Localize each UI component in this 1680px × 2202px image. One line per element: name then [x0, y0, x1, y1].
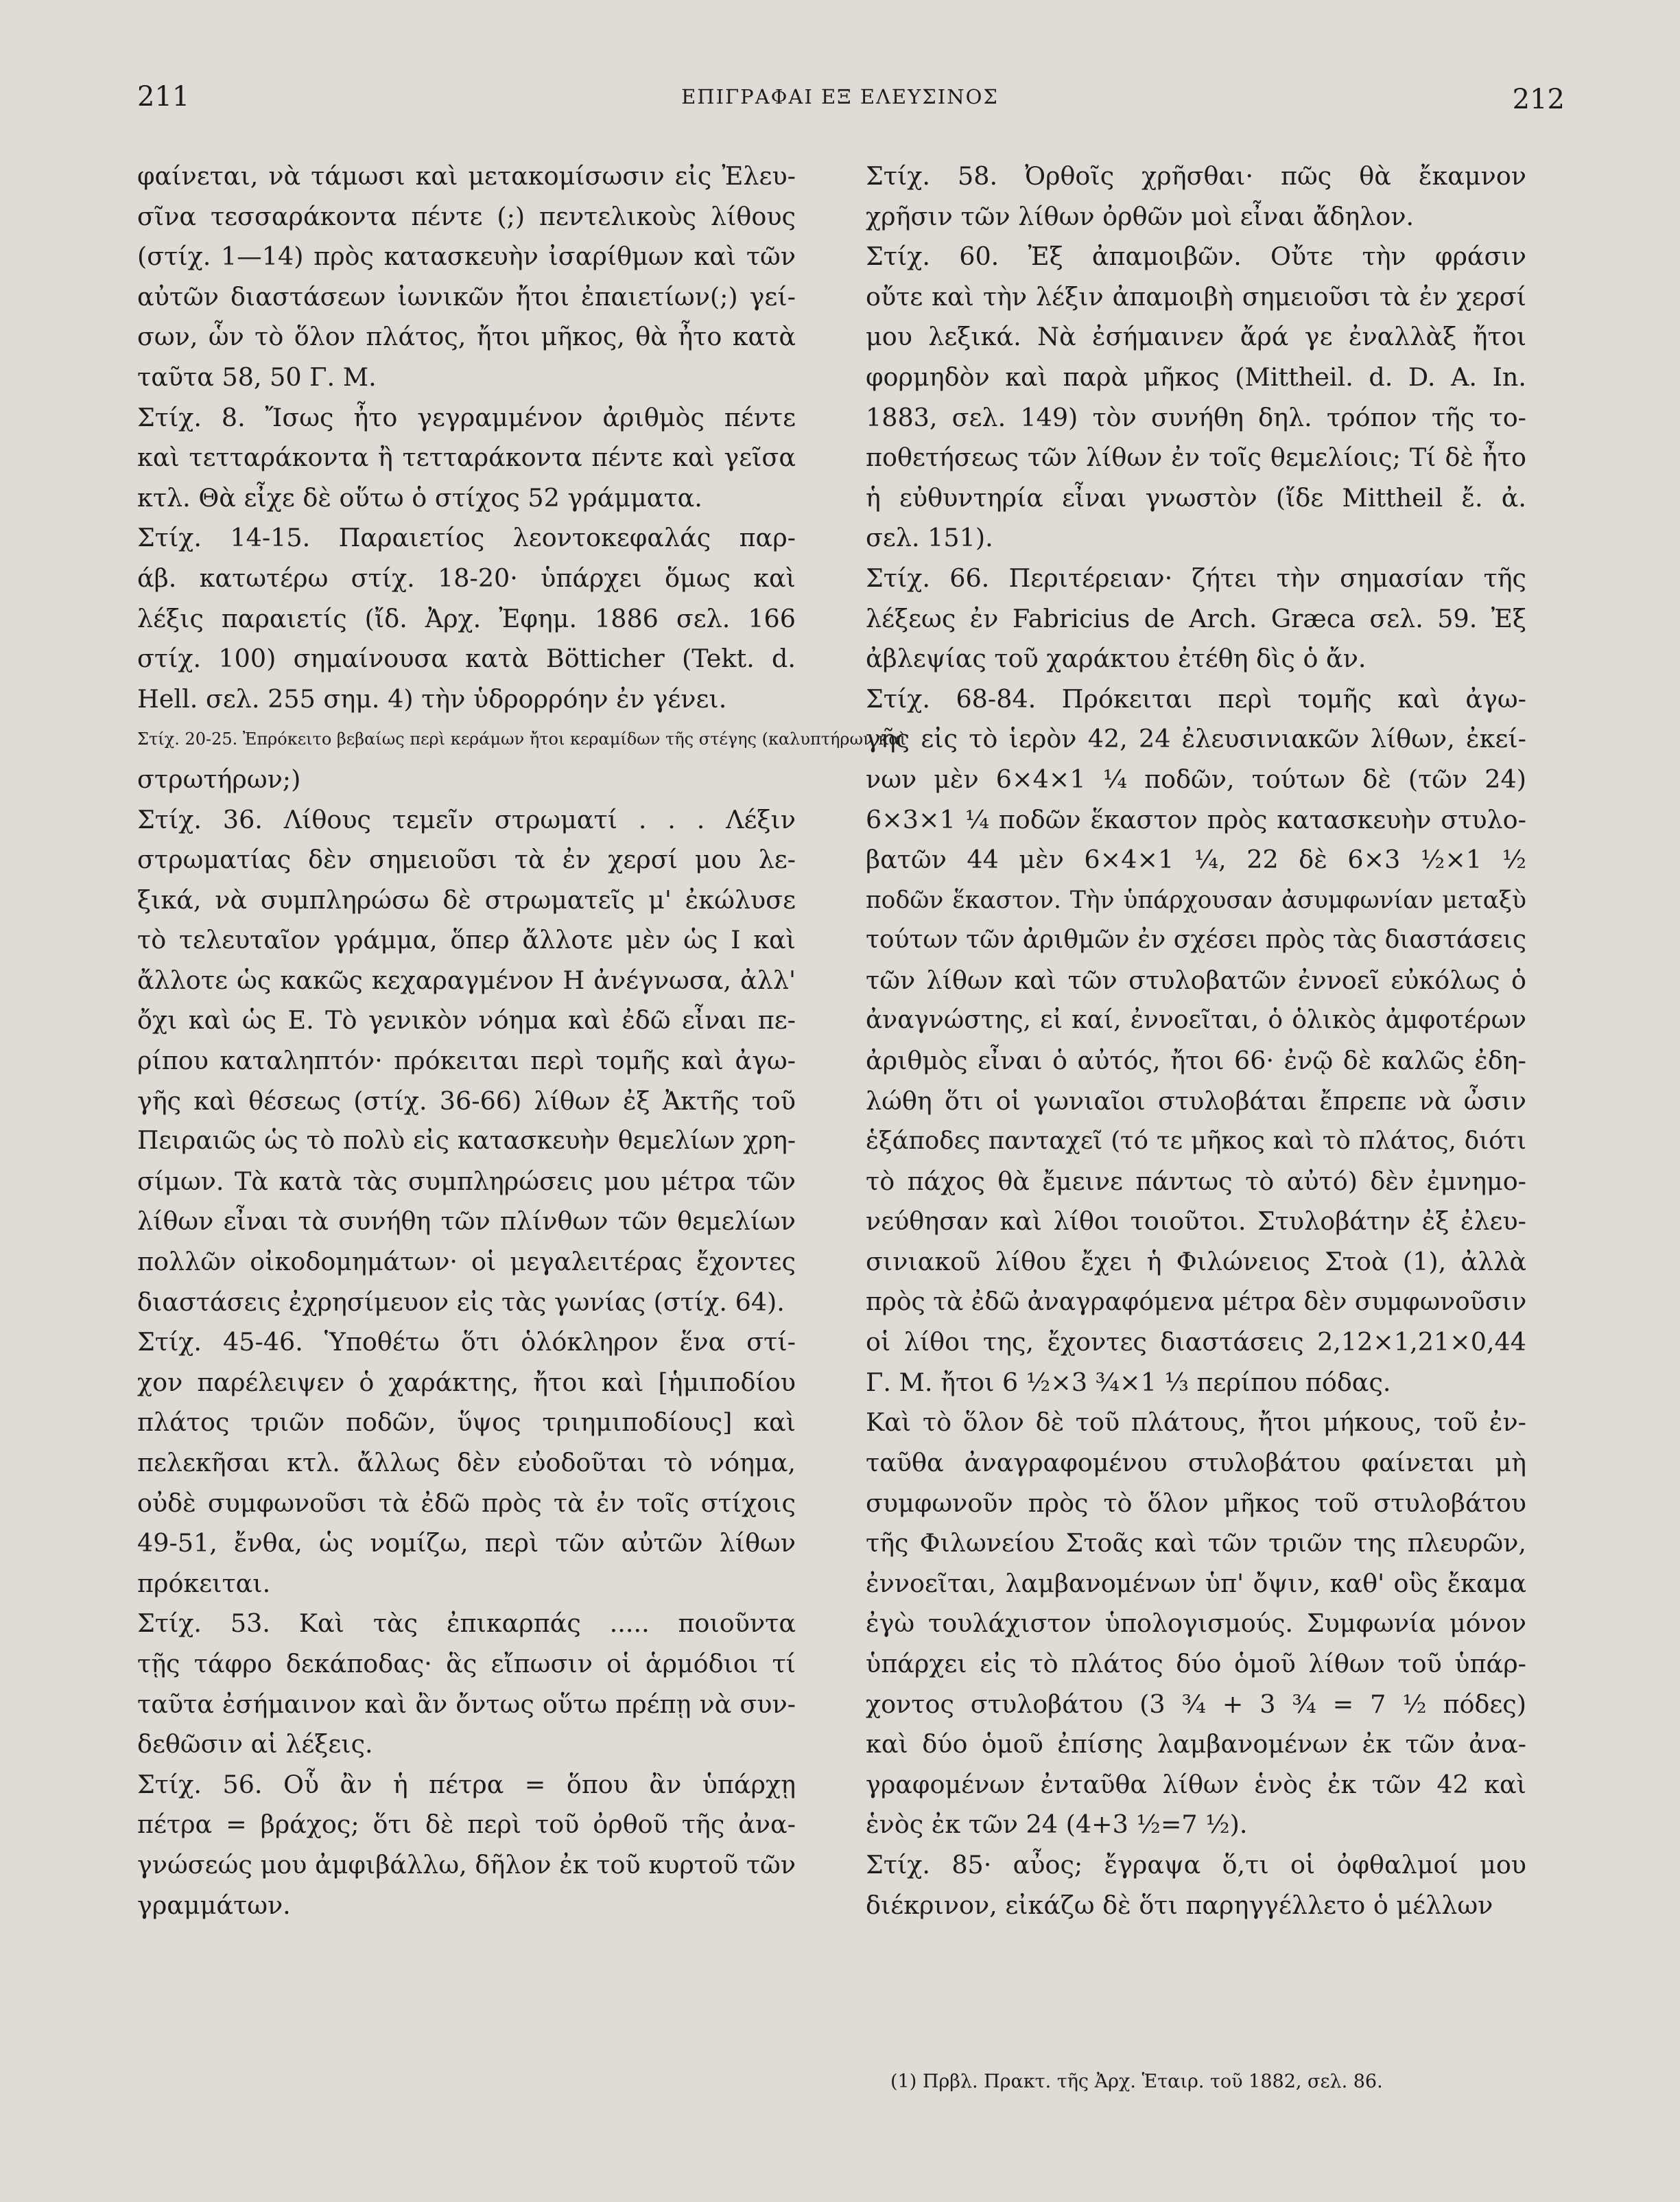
left-column-line: ὄχι καὶ ὡς Ε. Τὸ γενικὸν νόημα καὶ ἐδῶ εἶναι πε- [137, 1005, 796, 1035]
right-column-line: καὶ δύο ὁμοῦ ἐπίσης λαμβανομένων ἐκ τῶν ἀνα- [866, 1729, 1526, 1759]
left-column-line: ταῦτα ἐσήμαινον καὶ ἂν ὄντως οὕτω πρέπῃ νὰ συν- [137, 1689, 796, 1719]
right-column-line: ἐγὼ τουλάχιστον ὑπολογισμούς. Συμφωνία μόνον [866, 1608, 1526, 1639]
left-column-line: γῆς καὶ θέσεως (στίχ. 36-66) λίθων ἐξ Ἀκτῆς τοῦ [137, 1086, 796, 1116]
right-column-line: χρῆσιν τῶν λίθων ὀρθῶν μοὶ εἶναι ἄδηλον. [866, 201, 1415, 231]
right-column-line: φορμηδὸν καὶ παρὰ μῆκος (Mittheil. d. D. A. In. [866, 362, 1526, 392]
right-column-line: τῆς Φιλωνείου Στοᾶς καὶ τῶν τριῶν της πλευρῶν, [866, 1528, 1526, 1558]
left-column-line: κτλ. Θὰ εἶχε δὲ οὕτω ὁ στίχος 52 γράμματα. [137, 482, 702, 513]
left-column-line: Στίχ. 45-46. Ὑποθέτω ὅτι ὁλόκληρον ἕνα στί- [137, 1327, 796, 1357]
left-column-line: στρωματίας δὲν σημειοῦσι τὰ ἐν χερσί μου λε- [137, 845, 796, 875]
page-number-left: 211 [137, 81, 190, 113]
left-column-line: σίμων. Τὰ κατὰ τὰς συμπληρώσεις μου μέτρα τῶν [137, 1166, 796, 1196]
footnote: (1) Πρβλ. Πρακτ. τῆς Ἀρχ. Ἑταιρ. τοῦ 1882, σελ. 86. [890, 2071, 1383, 2092]
right-column-line: διέκρινον, εἰκάζω δὲ ὅτι παρηγγέλλετο ὁ μέλλων [866, 1890, 1493, 1920]
left-column-line: σων, ὧν τὸ ὅλον πλάτος, ἤτοι μῆκος, θὰ ἦτο κατὰ [137, 322, 796, 352]
page-header [137, 81, 1565, 122]
left-column-line: Στίχ. 56. Οὗ ἂν ἡ πέτρα = ὅπου ἂν ὑπάρχῃ [137, 1769, 796, 1799]
right-column-line: ἀναγνώστης, εἰ καί, ἐννοεῖται, ὁ ὁλικὸς ἀμφοτέρων [866, 1006, 1526, 1035]
left-column-line: Πειραιῶς ὡς τὸ πολὺ εἰς κατασκευὴν θεμελίων χρη- [137, 1127, 796, 1156]
right-column-line: ποθετήσεως τῶν λίθων ἐν τοῖς θεμελίοις; Τί δὲ ἦτο [866, 443, 1526, 473]
right-column-line: ἀριθμὸς εἶναι ὁ αὐτός, ἤτοι 66· ἐνῷ δὲ καλῶς ἐδη- [866, 1046, 1526, 1076]
left-column-line: γνώσεώς μου ἀμφιβάλλω, δῆλον ἐκ τοῦ κυρτοῦ τῶν [137, 1849, 796, 1879]
left-column-line: Στίχ. 14-15. Παραιετίος λεοντοκεφαλάς παρ- [137, 523, 796, 553]
left-column-line: λίθων εἶναι τὰ συνήθη τῶν πλίνθων τῶν θεμελίων [137, 1206, 796, 1237]
right-column-line: ἐννοεῖται, λαμβανομένων ὑπ' ὄψιν, καθ' οὓς ἔκαμα [866, 1568, 1526, 1598]
left-column-line: τῇς τάφρο δεκάποδας· ἃς εἴπωσιν οἱ ἁρμόδιοι τί [137, 1648, 796, 1678]
right-column-line: τούτων τῶν ἀριθμῶν ἐν σχέσει πρὸς τὰς διαστάσεις [866, 926, 1526, 954]
right-column-line: πρὸς τὰ ἐδῶ ἀναγραφόμενα μέτρα δὲν συμφωνοῦσιν [866, 1287, 1527, 1316]
right-column-line: γῆς εἰς τὸ ἱερὸν 42, 24 ἐλευσινιακῶν λίθων, ἐκεί- [866, 724, 1526, 754]
left-column-line: άβ. κατωτέρω στίχ. 18-20· ὑπάρχει ὅμως καὶ [137, 563, 796, 593]
right-column-line: σινιακοῦ λίθου ἔχει ἡ Φιλώνειος Στοὰ (1), ἀλλὰ [866, 1247, 1526, 1277]
right-column-line: ὑπάρχει εἰς τὸ πλάτος δύο ὁμοῦ λίθων τοῦ ὑπάρ- [866, 1648, 1526, 1678]
right-column-line: ταῦθα ἀναγραφομένου στυλοβάτου φαίνεται μὴ [866, 1448, 1526, 1477]
right-column-line: χοντος στυλοβάτου (3 ¾ + 3 ¾ = 7 ½ πόδες) [866, 1689, 1526, 1719]
right-column-line: Καὶ τὸ ὅλον δὲ τοῦ πλάτους, ἤτοι μήκους, τοῦ ἐν- [866, 1407, 1526, 1438]
left-column-line: καὶ τετταράκοντα ἢ τετταράκοντα πέντε καὶ γεῖσα [137, 443, 796, 473]
right-column-line: ἡ εὐθυντηρία εἶναι γνωστὸν (ἴδε Mittheil ἔ. ἀ. [866, 482, 1526, 513]
right-column-line: λώθη ὅτι οἱ γωνιαῖοι στυλοβάται ἔπρεπε νὰ ὦσιν [866, 1086, 1526, 1116]
left-column-line: 49-51, ἔνθα, ὡς νομίζω, περὶ τῶν αὐτῶν λίθων [137, 1528, 796, 1558]
left-text-column [137, 156, 906, 1925]
left-column-line: πέτρα = βράχος; ὅτι δὲ περὶ τοῦ ὀρθοῦ τῆς ἀνα- [137, 1809, 796, 1840]
left-column-line: Στίχ. 36. Λίθους τεμεῖν στρωματί . . . Λέξιν [137, 804, 796, 834]
left-column-line: στρωτήρων;) [137, 764, 301, 794]
right-column-line: Γ. Μ. ἤτοι 6 ½×3 ¾×1 ⅓ περίπου πόδας. [866, 1367, 1391, 1397]
left-column-line: οὐδὲ συμφωνοῦσι τὰ ἐδῶ πρὸς τὰ ἐν τοῖς στίχοις [137, 1488, 796, 1518]
right-column-line: νων μὲν 6×4×1 ¼ ποδῶν, τούτων δὲ (τῶν 24) [866, 764, 1526, 794]
right-column-line: νεύθησαν καὶ λίθοι τοιοῦτοι. Στυλοβάτην ἐξ ἐλευ- [866, 1206, 1526, 1237]
running-title: ΕΠΙΓΡΑΦΑΙ ΕΞ ΕΛΕΥΣΙΝΟΣ [681, 85, 999, 108]
right-column-line: ἀβλεψίας τοῦ χαράκτου ἐτέθη δὶς ὁ ἄν. [866, 644, 1367, 674]
left-column-line: ρίπου καταληπτόν· πρόκειται περὶ τομῆς καὶ ἀγω- [137, 1046, 796, 1076]
right-column-line: ἑνὸς ἐκ τῶν 24 (4+3 ½=7 ½). [866, 1809, 1248, 1840]
left-column-line: λέξις παραιετίς (ἴδ. Ἀρχ. Ἐφημ. 1886 σελ. 166 [137, 603, 796, 633]
left-column-line: αὐτῶν διαστάσεων ἰωνικῶν ἤτοι ἐπαιετίων(;) γεί- [137, 281, 796, 312]
right-column-line: Στίχ. 66. Περιτέρειαν· ζήτει τὴν σημασίαν τῆς [866, 563, 1526, 593]
left-column-line: ἄλλοτε ὡς κακῶς κεχαραγμένον Η ἀνέγνωσα, ἀλλ' [137, 965, 796, 995]
left-column-line: σῖνα τεσσαράκοντα πέντε (;) πεντελικοὺς λίθους [137, 201, 796, 231]
left-column-line: τὸ τελευταῖον γράμμα, ὅπερ ἄλλοτε μὲν ὡς Ι καὶ [137, 925, 796, 955]
left-column-line: πελεκῆσαι κτλ. ἄλλως δὲν εὐοδοῦται τὸ νόημα, [137, 1448, 796, 1477]
left-column-line: Hell. σελ. 255 σημ. 4) τὴν ὑδρορρόην ἐν γένει. [137, 683, 727, 714]
left-column-line: πλάτος τριῶν ποδῶν, ὕψος τριημιποδίους] καὶ [137, 1407, 796, 1438]
right-column-line: οὔτε καὶ τὴν λέξιν ἀπαμοιβὴ σημειοῦσι τὰ ἐν χερσί [866, 281, 1526, 312]
left-column-line: πολλῶν οἰκοδομημάτων· οἱ μεγαλειτέρας ἔχοντες [137, 1247, 796, 1277]
left-column-line: πρόκειται. [137, 1568, 271, 1598]
left-column-line: Στίχ. 20-25. Ἐπρόκειτο βεβαίως περὶ κεράμων ἤτοι κεραμίδων τῆς στέγης (καλυπτήρων καὶ [137, 729, 906, 749]
page-number-right: 212 [1512, 84, 1565, 115]
right-column-line: γραφομένων ἐνταῦθα λίθων ἑνὸς ἐκ τῶν 42 καὶ [866, 1769, 1526, 1799]
left-column-line: Στίχ. 8. Ἴσως ἦτο γεγραμμένον ἀριθμὸς πέντε [137, 402, 796, 432]
left-column-line: δεθῶσιν αἱ λέξεις. [137, 1729, 373, 1759]
right-column-line: σελ. 151). [866, 523, 993, 553]
left-column-line: Στίχ. 53. Καὶ τὰς ἐπικαρπάς ..... ποιοῦντα [137, 1608, 796, 1639]
left-column-line: χον παρέλειψεν ὁ χαράκτης, ἤτοι καὶ [ἡμιποδίου [137, 1367, 796, 1397]
left-column-line: στίχ. 100) σημαίνουσα κατὰ Bötticher (Tekt. d. [137, 644, 796, 674]
right-column-line: Στίχ. 68-84. Πρόκειται περὶ τομῆς καὶ ἀγω- [866, 683, 1526, 714]
left-column-line: γραμμάτων. [137, 1890, 291, 1920]
left-column-line: ξικά, νὰ συμπληρώσω δὲ στρωματεῖς μ' ἐκώλυσε [137, 885, 796, 915]
right-column-line: βατῶν 44 μὲν 6×4×1 ¼, 22 δὲ 6×3 ½×1 ½ [866, 845, 1526, 875]
right-column-line: 6×3×1 ¼ ποδῶν ἕκαστον πρὸς κατασκευὴν στυλο- [866, 804, 1526, 834]
right-column-line: τὸ πάχος θὰ ἔμεινε πάντως τὸ αὐτό) δὲν ἐμνημο- [866, 1166, 1526, 1196]
right-column-line: συμφωνοῦν πρὸς τὸ ὅλον μῆκος τοῦ στυλοβάτου [866, 1488, 1526, 1518]
right-column-line: 1883, σελ. 149) τὸν συνήθη δηλ. τρόπον τῆς το- [866, 402, 1526, 432]
right-column-line: Στίχ. 85· αὖος; ἔγραψα ὅ,τι οἱ ὀφθαλμοί μου [866, 1849, 1526, 1879]
left-column-line: (στίχ. 1—14) πρὸς κατασκευὴν ἰσαρίθμων καὶ τῶν [137, 242, 796, 272]
right-column-line: οἱ λίθοι της, ἔχοντες διαστάσεις 2,12×1,21×0,44 [866, 1327, 1526, 1357]
right-text-column [866, 156, 1526, 1925]
right-column-line: Στίχ. 60. Ἐξ ἀπαμοιβῶν. Οὔτε τὴν φράσιν [866, 242, 1526, 272]
right-column-line: Στίχ. 58. Ὀρθοῖς χρῆσθαι· πῶς θὰ ἔκαμνον [866, 161, 1526, 191]
right-column-line: τῶν λίθων καὶ τῶν στυλοβατῶν ἐννοεῖ εὐκόλως ὁ [866, 965, 1526, 995]
right-column-line: ποδῶν ἕκαστον. Τὴν ὑπάρχουσαν ἀσυμφωνίαν μεταξὺ [866, 886, 1526, 914]
right-column-line: ἑξάποδες πανταχεῖ (τό τε μῆκος καὶ τὸ πλάτος, διότι [866, 1127, 1526, 1156]
left-column-line: ταῦτα 58, 50 Γ. Μ. [137, 362, 377, 392]
right-column-line: μου λεξικά. Νὰ ἐσήμαινεν ἄρά γε ἐναλλὰξ ἤτοι [866, 322, 1526, 352]
left-column-line: φαίνεται, νὰ τάμωσι καὶ μετακομίσωσιν εἰς Ἐλευ- [137, 161, 796, 191]
right-column-line: λέξεως ἐν Fabricius de Arch. Græca σελ. 59. Ἐξ [866, 603, 1526, 633]
left-column-line: διαστάσεις ἐχρησίμευον εἰς τὰς γωνίας (στίχ. 64). [137, 1287, 785, 1317]
